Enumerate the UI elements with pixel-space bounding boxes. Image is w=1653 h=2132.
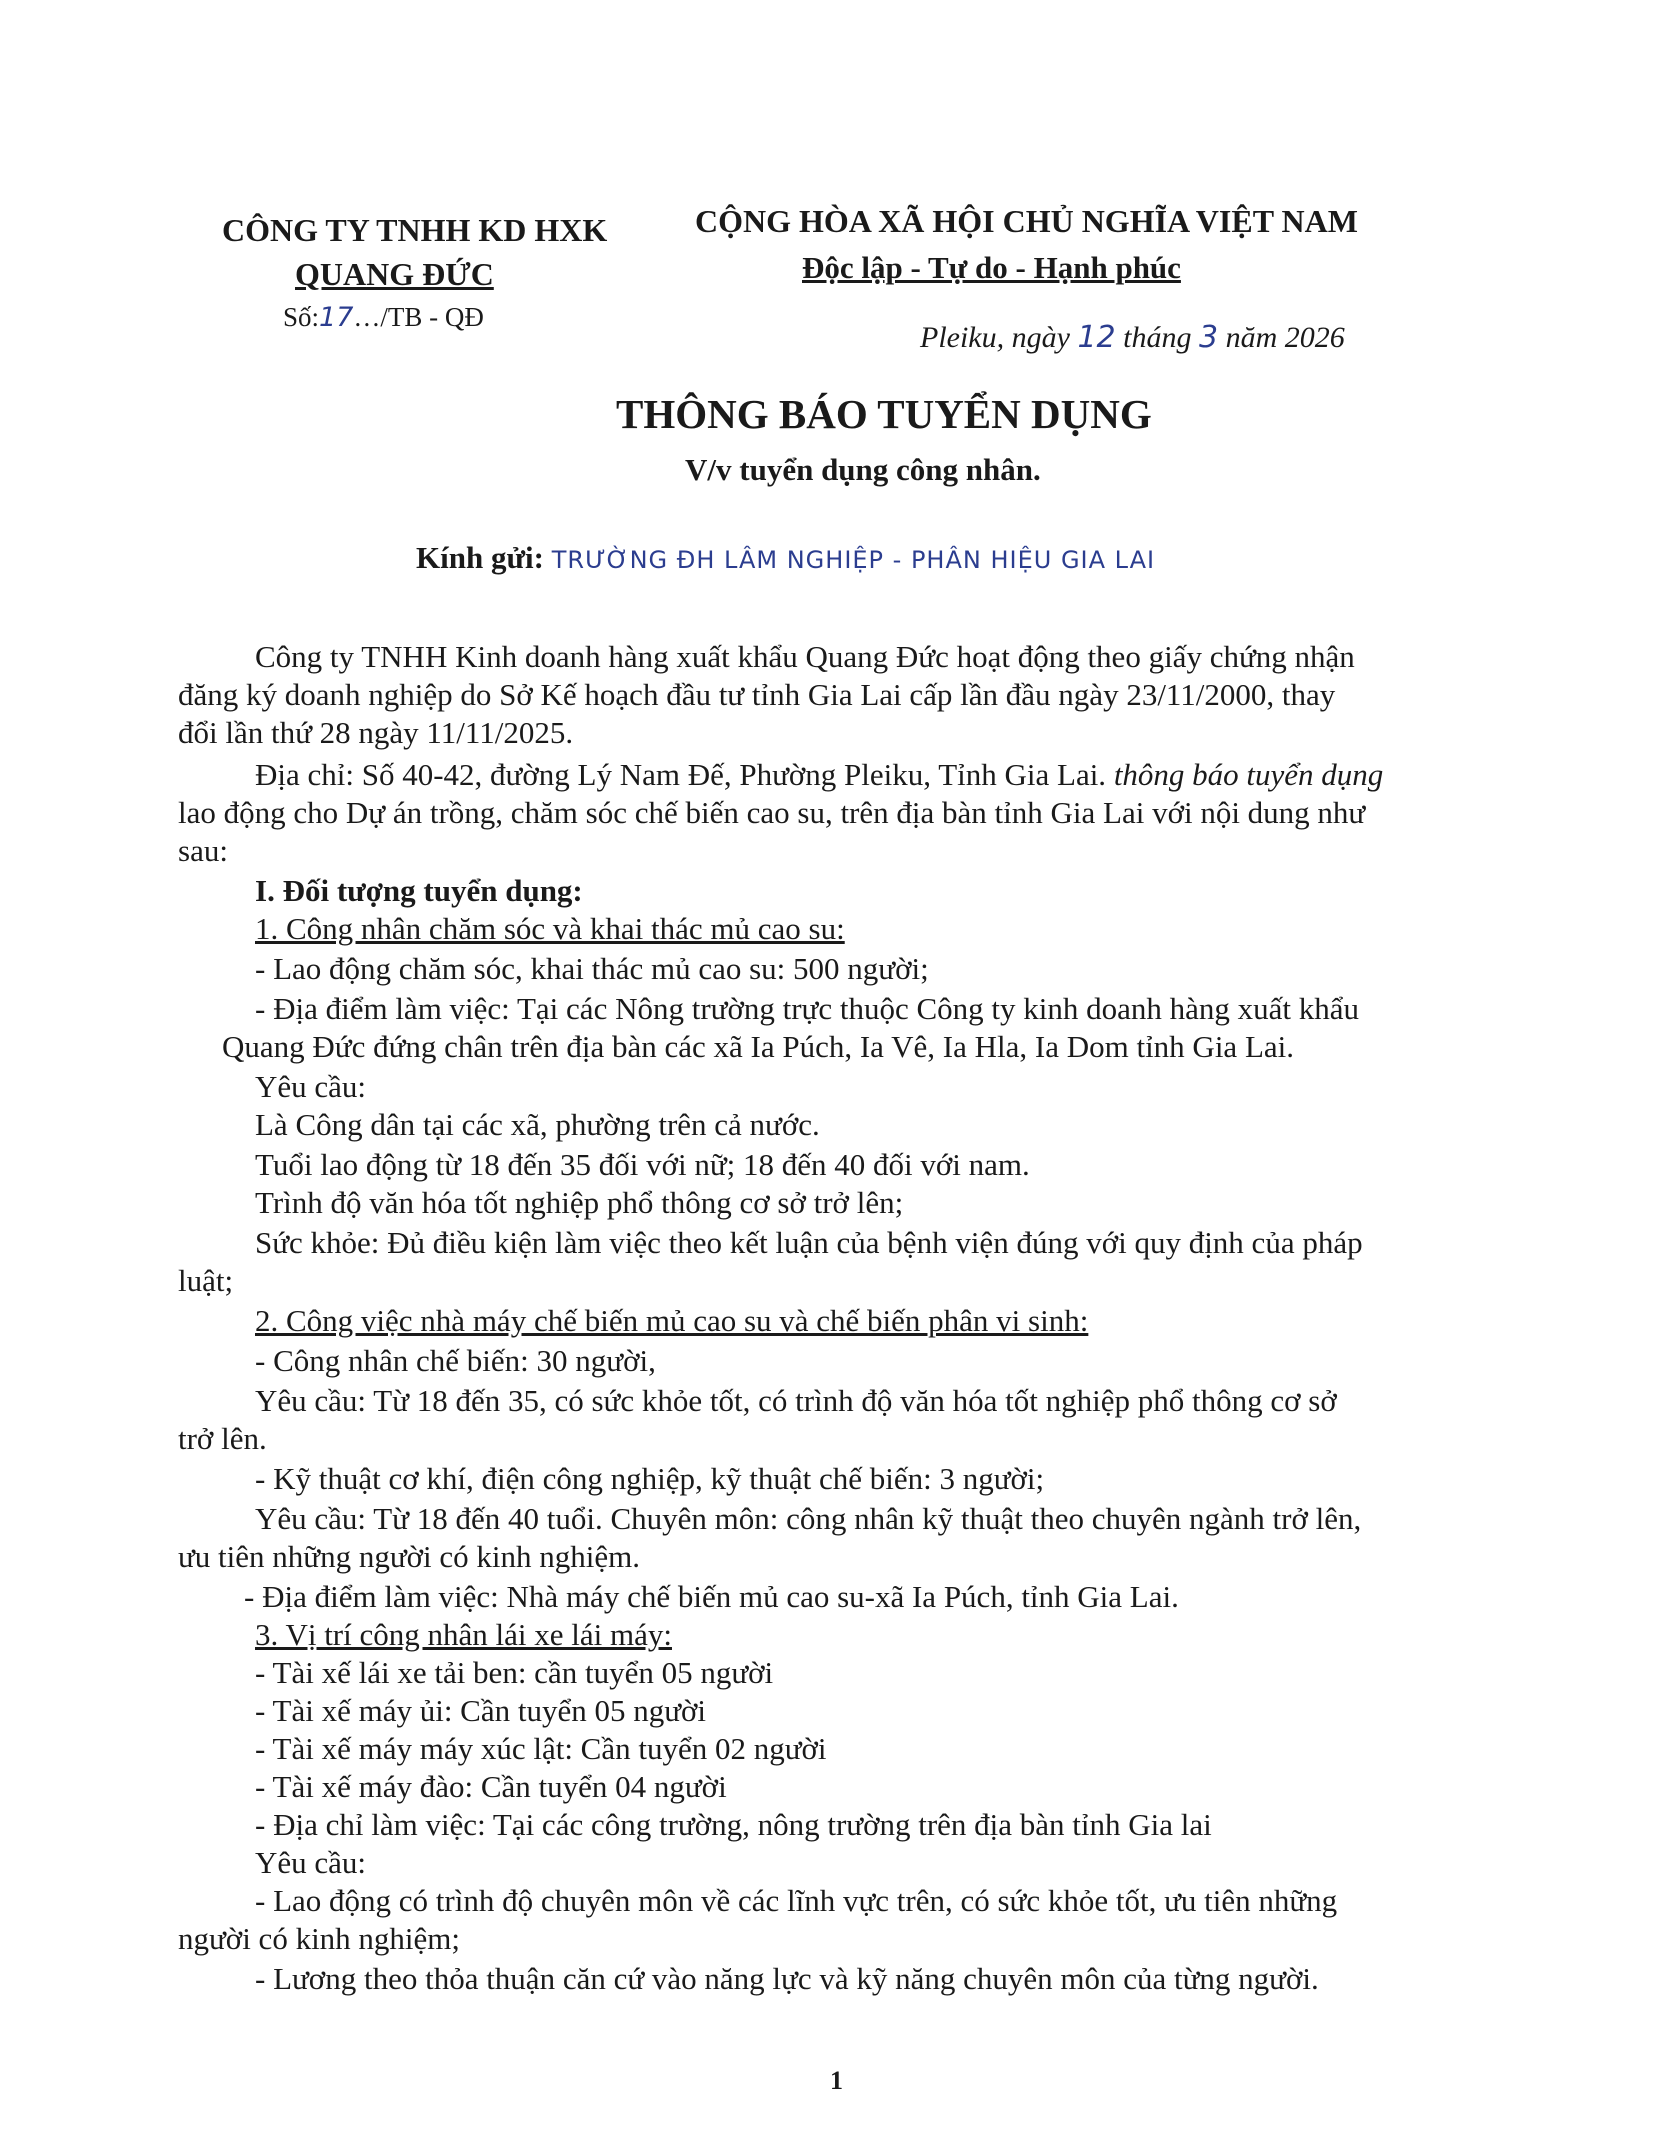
body-line: - Kỹ thuật cơ khí, điện công nghiệp, kỹ thuật chế biến: 3 người; — [255, 1461, 1045, 1496]
body-line: - Lao động chăm sóc, khai thác mủ cao su: 500 người; — [255, 951, 929, 986]
body-line: Yêu cầu: Từ 18 đến 40 tuổi. Chuyên môn: công nhân kỹ thuật theo chuyên ngành trở lên, — [255, 1501, 1362, 1536]
company-name-line2: QUANG ĐỨC — [295, 256, 494, 292]
body-line: - Tài xế máy máy xúc lật: Cần tuyển 02 người — [255, 1731, 827, 1766]
body-line: trở lên. — [178, 1421, 267, 1456]
page-number: 1 — [830, 2066, 843, 2095]
notice-subtitle: V/v tuyển dụng công nhân. — [685, 452, 1041, 487]
body-line: Yêu cầu: — [255, 1845, 367, 1880]
date-suffix: năm 2026 — [1225, 321, 1345, 354]
place-date — [920, 320, 1345, 355]
body-line: - Tài xế máy ủi: Cần tuyển 05 người — [255, 1693, 707, 1728]
body-line: Yêu cầu: — [255, 1069, 367, 1104]
body-line: - Lương theo thỏa thuận căn cứ vào năng lực và kỹ năng chuyên môn của từng người. — [255, 1961, 1319, 1996]
body-line: sau: — [178, 833, 228, 868]
body-line: lao động cho Dự án trồng, chăm sóc chế biến cao su, trên địa bàn tỉnh Gia Lai với nội dung như — [178, 795, 1366, 830]
addressee-label: Kính gửi: — [416, 540, 544, 575]
date-middle: tháng — [1123, 321, 1192, 354]
body-line: Công ty TNHH Kinh doanh hàng xuất khẩu Quang Đức hoạt động theo giấy chứng nhận — [255, 639, 1355, 674]
addressee-handwritten: TRƯỜNG ĐH LÂM NGHIỆP - PHÂN HIỆU GIA LAI — [551, 546, 1156, 574]
subsection-heading: 2. Công việc nhà máy chế biến mủ cao su và chế biến phân vi sinh: — [255, 1303, 1089, 1338]
republic-title: CỘNG HÒA XÃ HỘI CHỦ NGHĨA VIỆT NAM — [695, 203, 1358, 239]
notice-title: THÔNG BÁO TUYỂN DỤNG — [616, 391, 1152, 437]
addressee — [416, 540, 1155, 576]
body-line: đăng ký doanh nghiệp do Sở Kế hoạch đầu tư tỉnh Gia Lai cấp lần đầu ngày 23/11/2000, thay — [178, 677, 1336, 712]
body-line: ưu tiên những người có kinh nghiệm. — [178, 1539, 641, 1574]
subsection-heading: 1. Công nhân chăm sóc và khai thác mủ cao su: — [255, 911, 845, 946]
body-line: Quang Đức đứng chân trên địa bàn các xã Ia Púch, Ia Vê, Ia Hla, Ia Dom tỉnh Gia Lai. — [222, 1029, 1294, 1064]
motto: Độc lập - Tự do - Hạnh phúc — [802, 250, 1181, 285]
section-heading: I. Đối tượng tuyển dụng: — [255, 873, 583, 908]
body-line: luật; — [178, 1263, 234, 1298]
company-name-line1: CÔNG TY TNHH KD HXK — [222, 212, 608, 248]
doc-no-suffix: …/TB - QĐ — [353, 302, 484, 332]
body-line: Trình độ văn hóa tốt nghiệp phổ thông cơ sở trở lên; — [255, 1185, 904, 1220]
address-text: Địa chỉ: Số 40-42, đường Lý Nam Đế, Phường Pleiku, Tỉnh Gia Lai. — [255, 757, 1107, 792]
body-line: - Địa điểm làm việc: Tại các Nông trường trực thuộc Công ty kinh doanh hàng xuất khẩu — [255, 991, 1360, 1026]
body-line: Là Công dân tại các xã, phường trên cả nước. — [255, 1107, 820, 1142]
document-number — [283, 302, 484, 333]
body-line: - Lao động có trình độ chuyên môn về các lĩnh vực trên, có sức khỏe tốt, ưu tiên những — [255, 1883, 1338, 1918]
announce-text: thông báo tuyển dụng — [1113, 757, 1384, 792]
body-line: - Tài xế máy đào: Cần tuyển 04 người — [255, 1769, 727, 1804]
body-line: Sức khỏe: Đủ điều kiện làm việc theo kết luận của bệnh viện đúng với quy định của pháp — [255, 1225, 1363, 1260]
body-line: - Địa chỉ làm việc: Tại các công trường, nông trường trên địa bàn tỉnh Gia lai — [255, 1807, 1212, 1842]
doc-no-handwritten: 17 — [319, 302, 354, 333]
body-line: đổi lần thứ 28 ngày 11/11/2025. — [178, 715, 574, 750]
doc-no-prefix: Số: — [283, 302, 320, 332]
body-line — [255, 756, 1383, 794]
date-day-handwritten: 12 — [1077, 320, 1116, 355]
date-prefix: Pleiku, ngày — [920, 321, 1070, 354]
body-line: - Công nhân chế biến: 30 người, — [255, 1343, 656, 1378]
date-month-handwritten: 3 — [1198, 320, 1219, 355]
body-line: - Địa điểm làm việc: Nhà máy chế biến mủ cao su-xã Ia Púch, tỉnh Gia Lai. — [244, 1579, 1179, 1614]
body-line: người có kinh nghiệm; — [178, 1921, 461, 1956]
body-line: - Tài xế lái xe tải ben: cần tuyển 05 người — [255, 1655, 774, 1690]
body-line: Tuổi lao động từ 18 đến 35 đối với nữ; 18 đến 40 đối với nam. — [255, 1147, 1030, 1182]
body-line: Yêu cầu: Từ 18 đến 35, có sức khỏe tốt, có trình độ văn hóa tốt nghiệp phổ thông cơ sở — [255, 1383, 1337, 1418]
subsection-heading: 3. Vị trí công nhân lái xe lái máy: — [255, 1617, 672, 1652]
